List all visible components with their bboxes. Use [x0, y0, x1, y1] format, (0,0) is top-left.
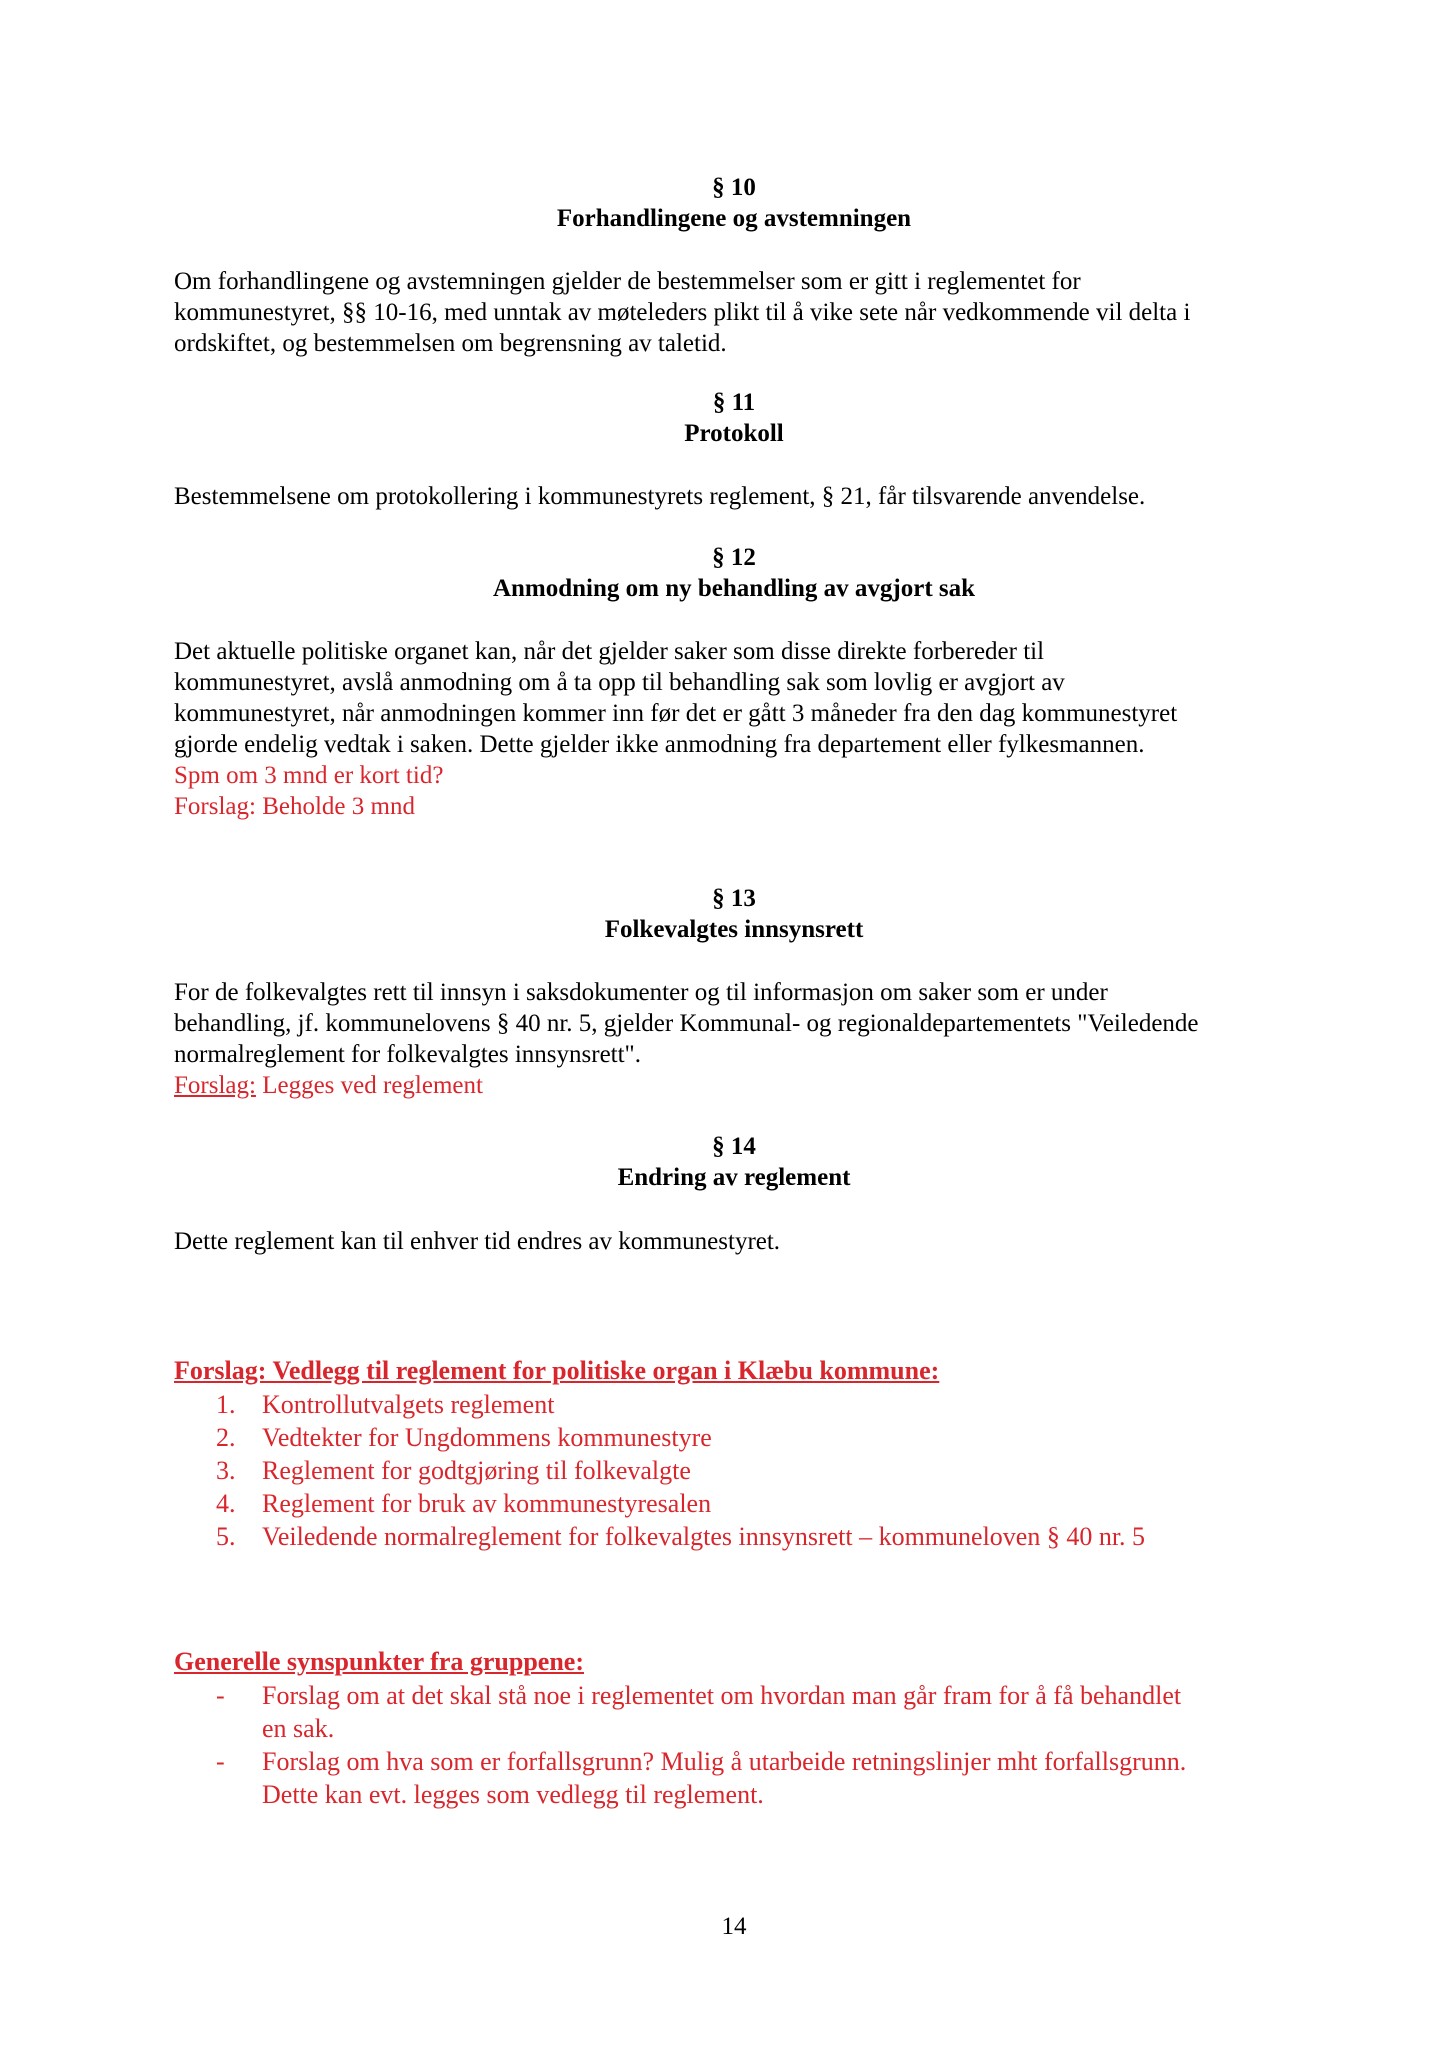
list-item — [174, 1454, 1294, 1487]
section-11-number: § 11 — [712, 389, 756, 416]
list-item-line: en sak. — [262, 1714, 335, 1743]
general-list — [174, 1679, 1294, 1811]
list-item — [174, 1745, 1294, 1811]
paragraph-line: Om forhandlingene og avstemningen gjelder de bestemmelser som er gitt i reglementet for — [174, 268, 1081, 295]
list-item — [174, 1679, 1294, 1745]
annotation-proposal — [174, 1070, 1294, 1101]
paragraph-line: Dette reglement kan til enhver tid endres av kommunestyret. — [174, 1228, 781, 1255]
list-item-text: Reglement for godtgjøring til folkevalgte — [262, 1456, 691, 1485]
annotation-question: Spm om 3 mnd er kort tid? — [174, 762, 444, 789]
section-13-number: § 13 — [712, 885, 756, 912]
section-10-body — [174, 266, 1294, 359]
section-14-body — [174, 1226, 1294, 1257]
list-item-text: Reglement for bruk av kommunestyresalen — [262, 1489, 712, 1518]
section-14-title: Endring av reglement — [617, 1164, 851, 1191]
list-item-text: Kontrollutvalgets reglement — [262, 1390, 555, 1419]
paragraph-line: gjorde endelig vedtak i saken. Dette gjelder ikke anmodning fra departement eller fylkesmannen. — [174, 731, 1145, 758]
paragraph-line: kommunestyret, når anmodningen kommer inn før det er gått 3 måneder fra den dag kommunestyret — [174, 700, 1178, 727]
section-11-body — [174, 481, 1294, 512]
section-10-title: Forhandlingene og avstemningen — [556, 205, 912, 232]
list-item — [174, 1421, 1294, 1454]
paragraph-line: For de folkevalgtes rett til innsyn i saksdokumenter og til informasjon om saker som er under — [174, 979, 1108, 1006]
list-item-text — [262, 1679, 1181, 1745]
section-12-body — [174, 636, 1294, 822]
list-item-text: Vedtekter for Ungdommens kommunestyre — [262, 1423, 712, 1452]
list-marker: 4. — [216, 1489, 236, 1518]
section-13-title: Folkevalgtes innsynsrett — [604, 916, 864, 943]
page-number: 14 — [721, 1913, 747, 1940]
annotation-text: Legges ved reglement — [255, 1072, 483, 1099]
list-item-text: Veiledende normalreglement for folkevalgtes innsynsrett – kommuneloven § 40 nr. 5 — [262, 1522, 1146, 1551]
paragraph-line: ordskiftet, og bestemmelsen om begrensning av taletid. — [174, 330, 727, 357]
general-heading: Generelle synspunkter fra gruppene: — [174, 1647, 584, 1676]
paragraph-line: Det aktuelle politiske organet kan, når det gjelder saker som disse direkte forbereder til — [174, 638, 1045, 665]
list-item-text — [262, 1745, 1186, 1811]
attachments-list — [174, 1388, 1294, 1553]
list-marker: 5. — [216, 1522, 236, 1551]
paragraph-line: kommunestyret, §§ 10-16, med unntak av møteleders plikt til å vike sete når vedkommende vil delta i — [174, 299, 1191, 326]
section-13-body — [174, 977, 1294, 1101]
list-marker: - — [216, 1681, 225, 1710]
list-item — [174, 1388, 1294, 1421]
section-12-number: § 12 — [712, 544, 756, 571]
list-marker: 1. — [216, 1390, 236, 1419]
section-11-title: Protokoll — [684, 420, 784, 447]
list-item — [174, 1487, 1294, 1520]
list-item-line: Forslag om hva som er forfallsgrunn? Mulig å utarbeide retningslinjer mht forfallsgrunn. — [262, 1747, 1187, 1776]
section-12-title: Anmodning om ny behandling av avgjort sak — [492, 575, 976, 602]
paragraph-line: Bestemmelsene om protokollering i kommunestyrets reglement, § 21, får tilsvarende anvendelse. — [174, 483, 1146, 510]
attachments-heading: Forslag: Vedlegg til reglement for politiske organ i Klæbu kommune: — [174, 1356, 940, 1385]
list-marker: - — [216, 1747, 225, 1776]
paragraph-line: normalreglement for folkevalgtes innsynsrett". — [174, 1041, 642, 1068]
section-14-number: § 14 — [712, 1133, 756, 1160]
annotation-proposal: Forslag: Beholde 3 mnd — [174, 793, 415, 820]
list-marker: 3. — [216, 1456, 236, 1485]
list-item-line: Forslag om at det skal stå noe i reglementet om hvordan man går fram for å få behandlet — [262, 1681, 1182, 1710]
paragraph-line: kommunestyret, avslå anmodning om å ta opp til behandling sak som lovlig er avgjort av — [174, 669, 1065, 696]
section-10-number: § 10 — [712, 174, 756, 201]
annotation-label: Forslag: — [174, 1072, 256, 1099]
list-item-line: Dette kan evt. legges som vedlegg til reglement. — [262, 1780, 764, 1809]
document-page — [174, 0, 1294, 2048]
list-item — [174, 1520, 1294, 1553]
list-marker: 2. — [216, 1423, 236, 1452]
paragraph-line: behandling, jf. kommunelovens § 40 nr. 5, gjelder Kommunal- og regionaldepartementets "Veiledende — [174, 1010, 1199, 1037]
